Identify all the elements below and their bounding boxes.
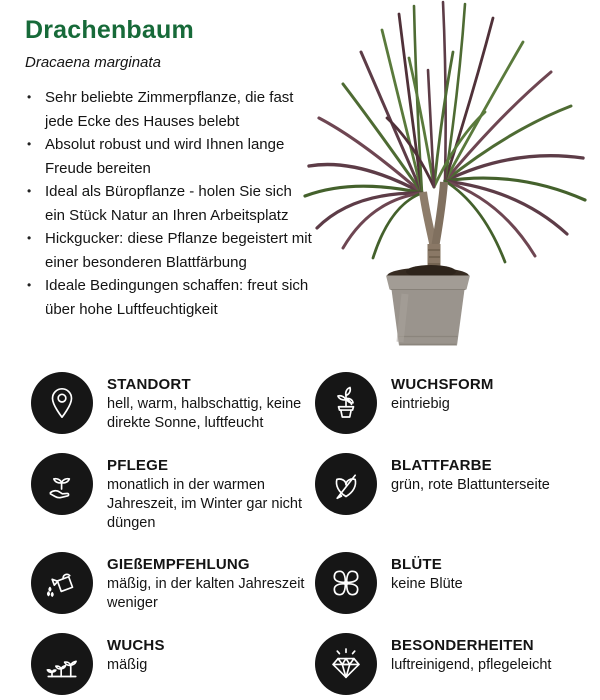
diamond-icon [326,644,366,684]
attribute-description: eintriebig [391,396,450,412]
growth-stages-icon [42,644,82,684]
attribute-description: monatlich in der warmen Jahreszeit, im Winter gar nicht düngen [107,477,303,531]
feature-item: • Ideal als Büropflanze - holen Sie sich ein Stück Natur an Ihren Arbeitsplatz [25,180,312,227]
attribute-title: STANDORT [107,376,191,393]
attribute-description: mäßig, in der kalten Jahreszeit weniger [107,576,305,611]
attribute-giessempfehlung [31,552,315,614]
attribute-title: WUCHSFORM [391,376,494,393]
feature-item: • Absolut robust und wird Ihnen lange Freude bereiten [25,133,312,180]
feature-item: • Ideale Bedingungen schaffen: freut sich über hohe Luftfeuchtigkeit [25,274,312,321]
attribute-grid [31,372,591,695]
attribute-description: grün, rote Blattunterseite [391,477,550,493]
attribute-bluete [315,552,595,614]
leaf-paintbrush-icon [326,464,366,504]
flower-icon [326,563,366,603]
dracaena-marginata-photo [295,0,595,350]
attribute-title: BLÜTE [391,556,442,573]
attribute-wuchs [31,633,315,695]
attribute-pflege [31,453,315,533]
feature-list [25,86,312,321]
header [25,16,194,71]
feature-item: • Sehr beliebte Zimmerpflanze, die fast jede Ecke des Hauses belebt [25,86,312,133]
attribute-wuchsform [315,372,595,434]
attribute-title: BLATTFARBE [391,457,492,474]
watering-can-icon [42,563,82,603]
attribute-description: mäßig [107,657,148,673]
potted-plant-icon [326,383,366,423]
page-title: Drachenbaum [25,16,194,44]
attribute-besonderheiten [315,633,595,695]
attribute-standort [31,372,315,434]
attribute-blattfarbe [315,453,595,533]
attribute-title: BESONDERHEITEN [391,637,534,654]
attribute-description: luftreinigend, pflegeleicht [391,657,552,673]
attribute-description: hell, warm, halbschattig, keine direkte Sonne, luftfeucht [107,396,302,431]
feature-item: • Hickgucker: diese Pflanze begeistert mit einer besonderen Blattfärbung [25,227,312,274]
botanical-name: Dracaena marginata [25,54,161,71]
attribute-title: PFLEGE [107,457,169,474]
hand-seedling-icon [42,464,82,504]
location-pin-icon [42,383,82,423]
attribute-title: WUCHS [107,637,165,654]
attribute-title: GIEßEMPFEHLUNG [107,556,250,573]
attribute-description: keine Blüte [391,576,463,592]
